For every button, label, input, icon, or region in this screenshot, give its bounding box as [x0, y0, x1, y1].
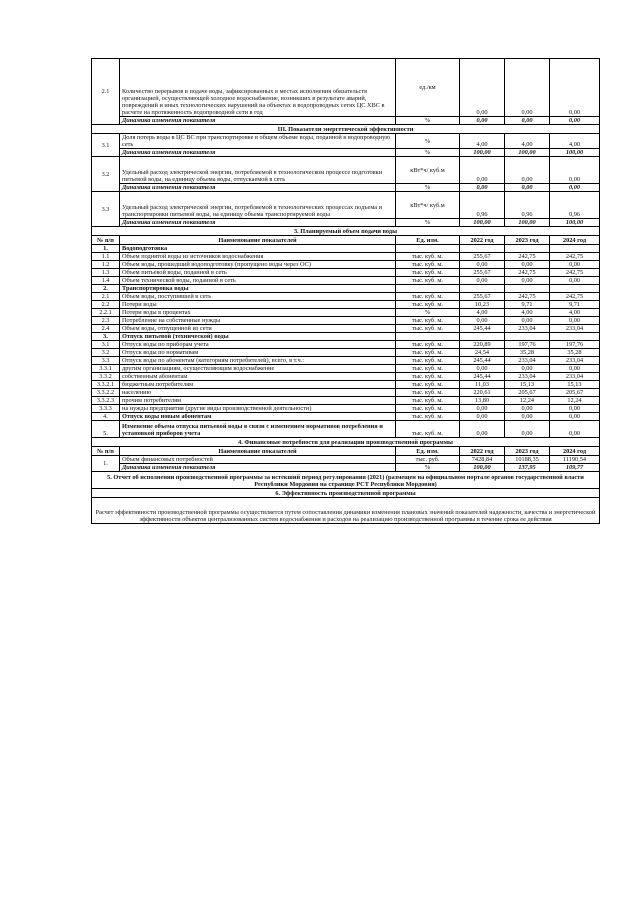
value-2022: 0,00 — [460, 413, 505, 421]
row-name: Объем поднятой воды из источников водоснабжения — [120, 253, 396, 261]
row-name: Объем воды, прошедший водоподготовку (пропущено воды через ОС) — [120, 261, 396, 269]
row-number: 3.3.2.1 — [92, 381, 120, 389]
value-2023: 0,00 — [505, 365, 550, 373]
row-name: Объем финансовых потребностей — [120, 456, 396, 464]
indicator-row — [92, 192, 600, 219]
dynamics-2022: 100,00 — [460, 219, 505, 227]
value-2024: 197,76 — [550, 341, 600, 349]
section-6-text: Расчет эффективности производственной программы осуществляется путем сопоставления динамики изменения плановых значений показателей надежности, качества и энергетической эффективности объектов централизованных систем водоснабжения и расходов на реализацию производственной программы в течение срока ее действия — [92, 498, 600, 524]
header-2022: 2022 год — [460, 447, 505, 456]
production-program-table — [91, 58, 600, 524]
indicator-row — [92, 134, 600, 149]
dynamics-2023: 100,00 — [505, 219, 550, 227]
value-2023: 233,04 — [505, 325, 550, 333]
row-unit: тыс. куб. м. — [396, 397, 460, 405]
value-2022: 255,67 — [460, 253, 505, 261]
section-5-title: 5. Отчет об исполнении производственной программы за истекший период регулирования (2021) (размещен на официальном портале органов государственной власти Республики Мордовия на странице РСТ Республики Мордовия) — [92, 472, 600, 489]
table-row — [92, 325, 600, 333]
row-unit: тыс. руб. — [396, 456, 460, 464]
row-name: Объем технической воды, поданной в сеть — [120, 277, 396, 285]
row-number: 3.3 — [92, 357, 120, 365]
header-2023: 2023 год — [505, 236, 550, 245]
row-unit: тыс. куб. м. — [396, 413, 460, 421]
dynamics-2022: 100,00 — [460, 149, 505, 157]
header-unit: Ед. изм. — [396, 236, 460, 245]
value-2023: 35,28 — [505, 349, 550, 357]
value-2023: 205,67 — [505, 389, 550, 397]
table-row — [92, 285, 600, 293]
row-number: 3.3 — [92, 192, 120, 227]
value-2024: 0,96 — [550, 192, 600, 219]
value-2024: 233,04 — [550, 325, 600, 333]
table-row — [92, 261, 600, 269]
value-2022: 0,00 — [460, 365, 505, 373]
row-name: бюджетным потребителям — [120, 381, 396, 389]
value-2022: 245,44 — [460, 357, 505, 365]
dynamics-row — [92, 219, 600, 227]
value-2023: 242,75 — [505, 293, 550, 301]
empty-cell — [396, 333, 460, 341]
row-number: 2.2 — [92, 301, 120, 309]
table-row — [92, 301, 600, 309]
row-name: Объем воды, отпущенной из сети — [120, 325, 396, 333]
row-unit: % — [396, 309, 460, 317]
value-2024: 233,04 — [550, 373, 600, 381]
section-title-row — [92, 438, 600, 447]
empty-cell — [550, 245, 600, 253]
row-name: Водоподготовка — [120, 245, 396, 253]
value-2022: 0,00 — [460, 317, 505, 325]
row-unit: тыс. куб. м. — [396, 301, 460, 309]
unit-cell: % — [396, 134, 460, 149]
table-row — [92, 317, 600, 325]
indicator-name: Количество перерывов в подаче воды, зафиксированных в местах исполнения обязательств организацией, осуществляющей холодное водоснабжение, возникших в результате аварий, повреждений и иных технологических нарушений на объектах и водопроводных сетях ЦС ХВС в расчете на протяженность водопроводной сети в год — [120, 59, 396, 117]
table-row — [92, 357, 600, 365]
dynamics-2023: 137,95 — [505, 464, 550, 472]
dynamics-label: Динамика изменения показателя — [120, 117, 396, 125]
table-row — [92, 341, 600, 349]
value-2022: 10,23 — [460, 301, 505, 309]
row-number: 1.2 — [92, 261, 120, 269]
dynamics-2023: 0,00 — [505, 184, 550, 192]
row-name: Потребление на собственные нужды — [120, 317, 396, 325]
value-2023: 0,00 — [505, 317, 550, 325]
row-name: Объем воды, поступившей в сеть — [120, 293, 396, 301]
value-2023: 12,24 — [505, 397, 550, 405]
header-unit: Ед. изм. — [396, 447, 460, 456]
dynamics-2022: 0,00 — [460, 184, 505, 192]
row-name: прочим потребителям — [120, 397, 396, 405]
row-unit: тыс. куб. м. — [396, 405, 460, 413]
row-name: на нужды предприятия (другие виды производственной деятельности) — [120, 405, 396, 413]
value-2022: 255,67 — [460, 293, 505, 301]
row-name: Потери воды в процентах — [120, 309, 396, 317]
row-number: 1.1 — [92, 253, 120, 261]
row-unit: тыс. куб. м. — [396, 253, 460, 261]
document-sheet — [91, 58, 599, 524]
indicator-name: Удельный расход электрической энергии, потребляемой в технологических процессах подъема и транспортировки питьевой воды, на единицу объема транспортируемой воды — [120, 192, 396, 219]
value-2022: 0,00 — [460, 59, 505, 117]
dynamics-2024: 109,77 — [550, 464, 600, 472]
value-2023: 0,00 — [505, 405, 550, 413]
value-2024: 0,00 — [550, 157, 600, 184]
row-name: другим организациям, осуществляющим водоснабжение — [120, 365, 396, 373]
row-name: Отпуск воды новым абонентам — [120, 413, 396, 421]
row-number: 2.2.1 — [92, 309, 120, 317]
value-2024: 0,00 — [550, 413, 600, 421]
section-title-row — [92, 125, 600, 134]
row-name: Транспортировка воды — [120, 285, 396, 293]
value-2023: 0,00 — [505, 261, 550, 269]
value-2023: 0,00 — [505, 277, 550, 285]
header-2024: 2024 год — [550, 236, 600, 245]
row-unit: тыс. куб. м. — [396, 325, 460, 333]
row-number: 1. — [92, 245, 120, 253]
table-row — [92, 421, 600, 438]
table-row — [92, 373, 600, 381]
row-name: собственным абонентам — [120, 373, 396, 381]
table-row — [92, 389, 600, 397]
row-unit: тыс. куб. м. — [396, 349, 460, 357]
dynamics-2023: 100,00 — [505, 149, 550, 157]
dynamics-row — [92, 464, 600, 472]
value-2023: 9,71 — [505, 301, 550, 309]
value-2023: 233,04 — [505, 357, 550, 365]
row-unit: тыс. куб. м. — [396, 317, 460, 325]
row-name: Отпуск воды по нормативам — [120, 349, 396, 357]
value-2024: 35,28 — [550, 349, 600, 357]
row-unit: тыс. куб. м. — [396, 381, 460, 389]
dynamics-2024: 100,00 — [550, 149, 600, 157]
value-2022: 245,44 — [460, 325, 505, 333]
empty-cell — [460, 285, 505, 293]
row-number: 2.4 — [92, 325, 120, 333]
value-2023: 15,13 — [505, 381, 550, 389]
value-2023: 0,00 — [505, 157, 550, 184]
unit-cell: ед./км — [396, 59, 460, 117]
dynamics-2024: 0,00 — [550, 117, 600, 125]
row-unit: тыс. куб. м. — [396, 269, 460, 277]
header-name: Наименование показателей — [120, 236, 396, 245]
table-row — [92, 277, 600, 285]
value-2024: 0,00 — [550, 365, 600, 373]
row-number: 3.3.2 — [92, 373, 120, 381]
table-row — [92, 309, 600, 317]
empty-cell — [460, 333, 505, 341]
row-number: 3.1 — [92, 134, 120, 157]
value-2023: 4,00 — [505, 134, 550, 149]
value-2024: 242,75 — [550, 293, 600, 301]
row-number: 3.3.2.2 — [92, 389, 120, 397]
value-2022: 7428,84 — [460, 456, 505, 464]
dynamics-label: Динамика изменения показателя — [120, 184, 396, 192]
value-2022: 220,61 — [460, 389, 505, 397]
unit-cell: кВт*ч/ куб.м — [396, 157, 460, 184]
row-number: 3.3.3 — [92, 405, 120, 413]
dynamics-2023: 0,00 — [505, 117, 550, 125]
section-4-title: 4. Финансовые потребности для реализации производственной программы — [92, 438, 600, 447]
value-2022: 0,00 — [460, 157, 505, 184]
value-2022: 13,80 — [460, 397, 505, 405]
value-2024: 0,00 — [550, 59, 600, 117]
table-row — [92, 293, 600, 301]
table-row — [92, 365, 600, 373]
value-2022: 11,03 — [460, 381, 505, 389]
row-number: 2.1 — [92, 293, 120, 301]
value-2024: 4,00 — [550, 134, 600, 149]
table-header-row — [92, 236, 600, 245]
finance-row — [92, 456, 600, 464]
row-number: 3.2 — [92, 157, 120, 192]
row-name: Потери воды — [120, 301, 396, 309]
value-2022: 255,67 — [460, 269, 505, 277]
dynamics-label: Динамика изменения показателя — [120, 149, 396, 157]
section-6-title: 6. Эффективность производственной программы — [92, 489, 600, 498]
empty-cell — [396, 245, 460, 253]
value-2022: 24,54 — [460, 349, 505, 357]
value-2022: 0,00 — [460, 421, 505, 438]
value-2024: 242,75 — [550, 269, 600, 277]
table-row — [92, 245, 600, 253]
header-2022: 2022 год — [460, 236, 505, 245]
row-number: 3.3.2.3 — [92, 397, 120, 405]
value-2022: 4,00 — [460, 134, 505, 149]
value-2022: 0,00 — [460, 277, 505, 285]
row-unit: тыс. куб. м. — [396, 421, 460, 438]
empty-cell — [550, 285, 600, 293]
value-2023: 242,75 — [505, 253, 550, 261]
row-unit: тыс. куб. м. — [396, 357, 460, 365]
value-2024: 9,71 — [550, 301, 600, 309]
row-number: 2.1 — [92, 59, 120, 125]
row-unit: тыс. куб. м. — [396, 389, 460, 397]
unit-cell: кВт*ч/ куб.м — [396, 192, 460, 219]
value-2022: 0,96 — [460, 192, 505, 219]
dynamics-2022: 100,00 — [460, 464, 505, 472]
row-unit: тыс. куб. м. — [396, 341, 460, 349]
value-2022: 4,00 — [460, 309, 505, 317]
row-number: 1.4 — [92, 277, 120, 285]
value-2024: 11190,54 — [550, 456, 600, 464]
row-name: Отпуск воды по абонентам (категориям потребителей), всего, в т.ч.: — [120, 357, 396, 365]
dynamics-row — [92, 117, 600, 125]
row-number: 1. — [92, 456, 120, 472]
value-2022: 220,89 — [460, 341, 505, 349]
dynamics-label: Динамика изменения показателя — [120, 219, 396, 227]
dynamics-unit: % — [396, 219, 460, 227]
value-2023: 197,76 — [505, 341, 550, 349]
value-2024: 0,00 — [550, 317, 600, 325]
dynamics-unit: % — [396, 464, 460, 472]
empty-cell — [550, 333, 600, 341]
value-2024: 0,00 — [550, 261, 600, 269]
table-header-row — [92, 447, 600, 456]
value-2022: 0,00 — [460, 261, 505, 269]
value-2024: 12,24 — [550, 397, 600, 405]
dynamics-2024: 100,00 — [550, 219, 600, 227]
section-text-row — [92, 498, 600, 524]
value-2024: 233,04 — [550, 357, 600, 365]
table-row — [92, 381, 600, 389]
table-row — [92, 397, 600, 405]
value-2023: 4,00 — [505, 309, 550, 317]
indicator-row — [92, 59, 600, 117]
table-row — [92, 413, 600, 421]
row-name: населению — [120, 389, 396, 397]
value-2023: 0,96 — [505, 192, 550, 219]
dynamics-label: Динамика изменения показателя — [120, 464, 396, 472]
value-2022: 0,00 — [460, 405, 505, 413]
header-2024: 2024 год — [550, 447, 600, 456]
row-unit: тыс. куб. м. — [396, 261, 460, 269]
row-number: 3.3.1 — [92, 365, 120, 373]
row-number: 3. — [92, 333, 120, 341]
empty-cell — [396, 285, 460, 293]
value-2024: 0,00 — [550, 421, 600, 438]
row-number: 5. — [92, 421, 120, 438]
row-unit: тыс. куб. м. — [396, 293, 460, 301]
value-2023: 0,00 — [505, 421, 550, 438]
dynamics-unit: % — [396, 117, 460, 125]
header-no: № п/п — [92, 447, 120, 456]
empty-cell — [505, 285, 550, 293]
row-number: 4. — [92, 413, 120, 421]
value-2022: 245,44 — [460, 373, 505, 381]
table-row — [92, 333, 600, 341]
value-2024: 15,13 — [550, 381, 600, 389]
row-name: Отпуск воды по приборам учета — [120, 341, 396, 349]
row-unit: тыс. куб. м. — [396, 365, 460, 373]
dynamics-2022: 0,00 — [460, 117, 505, 125]
dynamics-unit: % — [396, 149, 460, 157]
indicator-name: Доля потерь воды в ЦС ВС при транспортировке в общем объеме воды, поданной в водопроводную сеть — [120, 134, 396, 149]
empty-cell — [460, 245, 505, 253]
header-no: № п/п — [92, 236, 120, 245]
row-unit: тыс. куб. м. — [396, 277, 460, 285]
value-2023: 0,00 — [505, 59, 550, 117]
row-unit: тыс. куб. м. — [396, 373, 460, 381]
table-row — [92, 253, 600, 261]
value-2024: 4,00 — [550, 309, 600, 317]
row-name: Объем питьевой воды, поданной в сеть — [120, 269, 396, 277]
section-title-row — [92, 489, 600, 498]
row-number: 3.1 — [92, 341, 120, 349]
header-2023: 2023 год — [505, 447, 550, 456]
value-2024: 242,75 — [550, 253, 600, 261]
section-plan-title: 3. Планируемый объем подачи воды — [92, 227, 600, 236]
table-row — [92, 349, 600, 357]
table-row — [92, 269, 600, 277]
row-name: Изменение объема отпуска питьевой воды в связи с изменением нормативов потребления и установкой приборов учета — [120, 421, 396, 438]
indicator-name: Удельный расход электрической энергии, потребляемой в технологическом процессе подготовки питьевой воды, на единицу объема воды, отпускаемой в сеть — [120, 157, 396, 184]
value-2023: 233,04 — [505, 373, 550, 381]
dynamics-unit: % — [396, 184, 460, 192]
dynamics-2024: 0,00 — [550, 184, 600, 192]
section-title-row — [92, 472, 600, 489]
value-2023: 10188,35 — [505, 456, 550, 464]
value-2023: 0,00 — [505, 413, 550, 421]
dynamics-row — [92, 184, 600, 192]
row-number: 3.2 — [92, 349, 120, 357]
row-number: 2.3 — [92, 317, 120, 325]
section-3-title: III. Показатели энергетической эффективности — [92, 125, 600, 134]
row-number: 1.3 — [92, 269, 120, 277]
value-2023: 242,75 — [505, 269, 550, 277]
dynamics-row — [92, 149, 600, 157]
row-number: 2. — [92, 285, 120, 293]
row-name: Отпуск питьевой (технической) воды — [120, 333, 396, 341]
empty-cell — [505, 333, 550, 341]
value-2024: 205,67 — [550, 389, 600, 397]
table-row — [92, 405, 600, 413]
value-2024: 0,00 — [550, 405, 600, 413]
header-name: Наименование показателей — [120, 447, 396, 456]
value-2024: 0,00 — [550, 277, 600, 285]
section-title-row — [92, 227, 600, 236]
empty-cell — [505, 245, 550, 253]
indicator-row — [92, 157, 600, 184]
